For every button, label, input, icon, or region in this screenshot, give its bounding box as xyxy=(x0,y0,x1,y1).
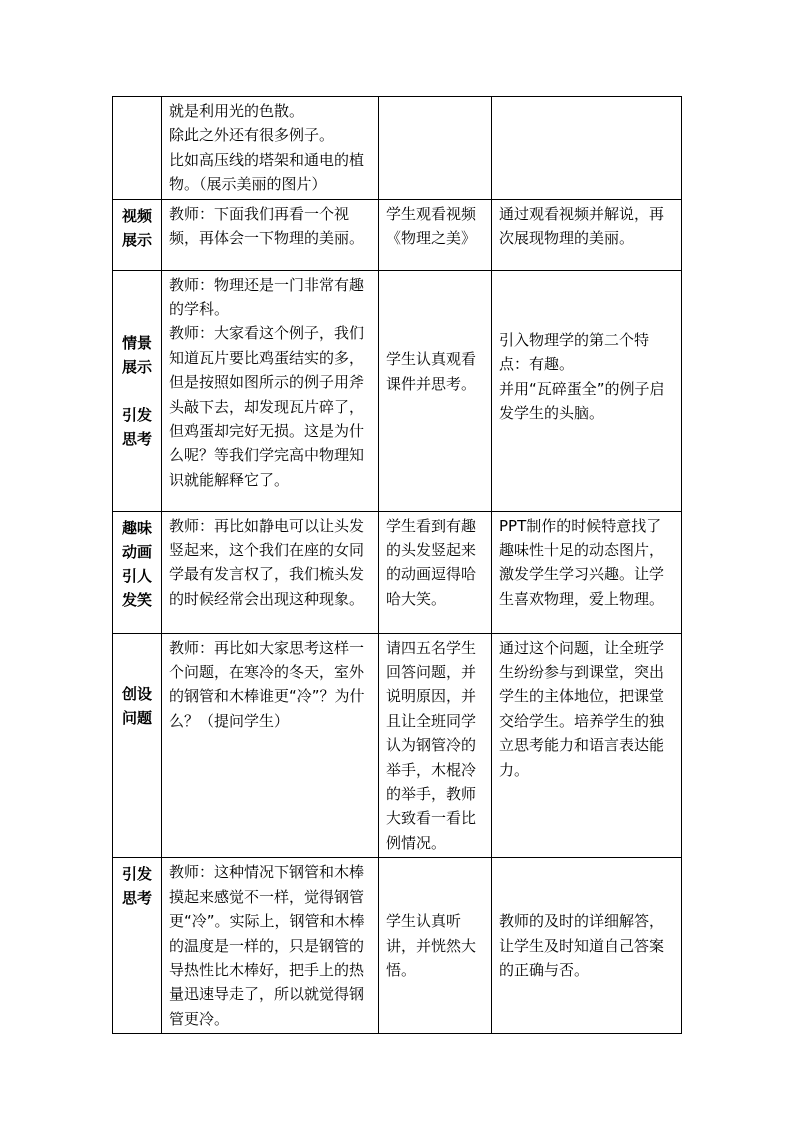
teacher-text: 教师：下面我们再看一个视频，再体会一下物理的美丽。 xyxy=(169,204,365,248)
stage-cell xyxy=(113,270,162,511)
student-text: 学生认真听讲，并恍然大悟。 xyxy=(386,912,477,979)
stage-label: 问题 xyxy=(121,708,152,727)
stage-label: 视频 xyxy=(121,206,152,225)
stage-label: 创设 xyxy=(121,684,152,703)
stage-gap xyxy=(115,379,159,403)
student-text: 学生观看视频《物理之美》 xyxy=(386,204,477,248)
stage-label: 发笑 xyxy=(121,590,152,609)
table-row xyxy=(113,199,682,270)
purpose-text: 通过观看视频并解说，再次展现物理的美丽。 xyxy=(499,204,665,248)
teacher-text: 教师：这种情况下钢管和木棒摸起来感觉不一样，觉得钢管更“冷”。实际上，钢管和木棒的温度是一样的，只是钢管的导热性比木棒好，把手上的热量迅速导走了，所以就觉得钢管更冷。 xyxy=(169,863,365,1028)
table-row xyxy=(113,97,682,200)
stage-label: 展示 xyxy=(121,357,152,376)
stage-cell xyxy=(113,633,162,858)
stage-label: 引发 xyxy=(121,865,152,884)
student-text: 请四五名学生回答问题，并说明原因，并且让全班同学认为钢管冷的举手，木棍冷的举手，教师大致看一看比例情况。 xyxy=(386,638,477,852)
purpose-text: 通过这个问题，让全班学生纷纷参与到课堂，突出学生的主体地位，把课堂交给学生。培养学生的独立思考能力和语言表达能力。 xyxy=(499,638,665,779)
student-activity-cell xyxy=(379,199,492,270)
stage-label: 动画 xyxy=(121,542,152,561)
stage-label: 趣味 xyxy=(121,518,152,537)
lesson-plan-table xyxy=(112,96,682,1034)
student-text: 学生看到有趣的头发竖起来的动画逗得哈哈大笑。 xyxy=(386,516,477,608)
stage-cell xyxy=(113,858,162,1034)
student-activity-cell xyxy=(379,511,492,633)
stage-label: 情景 xyxy=(121,333,152,352)
design-purpose-cell xyxy=(492,511,682,633)
stage-label: 展示 xyxy=(121,230,152,249)
teacher-text: 教师：物理还是一门非常有趣的学科。 xyxy=(169,275,365,319)
design-purpose-cell xyxy=(492,199,682,270)
stage-label: 思考 xyxy=(121,429,152,448)
table-row xyxy=(113,858,682,1034)
teacher-text-line: 比如高压线的塔架和通电的植物。（展示美丽的图片） xyxy=(169,150,365,194)
stage-cell xyxy=(113,97,162,200)
teacher-text: 教师：再比如大家思考这样一个问题，在寒冷的冬天，室外的钢管和木棒谁更“冷”？为什么？（提问学生） xyxy=(169,638,365,730)
teacher-text: 教师：大家看这个例子，我们知道瓦片要比鸡蛋结实的多，但是按照如图所示的例子用斧头敲下去，却发现瓦片碎了，但鸡蛋却完好无损。这是为什么呢？等我们学完高中物理知识就能解释它了。 xyxy=(169,324,365,489)
design-purpose-cell xyxy=(492,97,682,200)
stage-cell xyxy=(113,199,162,270)
table-row xyxy=(113,511,682,633)
teacher-text-line: 除此之外还有很多例子。 xyxy=(169,126,335,145)
design-purpose-cell xyxy=(492,633,682,858)
student-activity-cell xyxy=(379,858,492,1034)
teacher-activity-cell xyxy=(162,199,379,270)
teacher-activity-cell xyxy=(162,858,379,1034)
teacher-activity-cell xyxy=(162,270,379,511)
teacher-activity-cell xyxy=(162,633,379,858)
table-row xyxy=(113,270,682,511)
student-activity-cell xyxy=(379,270,492,511)
table-row xyxy=(113,633,682,858)
design-purpose-cell xyxy=(492,270,682,511)
teacher-activity-cell xyxy=(162,511,379,633)
student-activity-cell xyxy=(379,633,492,858)
stage-label: 引发 xyxy=(121,405,152,424)
student-activity-cell xyxy=(379,97,492,200)
stage-label: 思考 xyxy=(121,889,152,908)
purpose-text: PPT制作的时候特意找了趣味性十足的动态图片，激发学生学习兴趣。让学生喜欢物理，爱上物理。 xyxy=(499,516,665,608)
student-text: 学生认真观看课件并思考。 xyxy=(386,350,477,393)
purpose-text: 教师的及时的详细解答，让学生及时知道自己答案的正确与否。 xyxy=(499,912,665,979)
purpose-text: 并用“瓦碎蛋全”的例子启发学生的头脑。 xyxy=(499,379,665,423)
teacher-activity-cell xyxy=(162,97,379,200)
purpose-text: 引入物理学的第二个特点：有趣。 xyxy=(499,330,650,374)
design-purpose-cell xyxy=(492,858,682,1034)
teacher-text-line: 就是利用光的色散。 xyxy=(169,102,305,120)
stage-cell xyxy=(113,511,162,633)
stage-label: 引人 xyxy=(121,566,152,585)
teacher-text: 教师：再比如静电可以让头发竖起来，这个我们在座的女同学最有发言权了，我们梳头发的时候经常会出现这种现象。 xyxy=(169,516,365,608)
